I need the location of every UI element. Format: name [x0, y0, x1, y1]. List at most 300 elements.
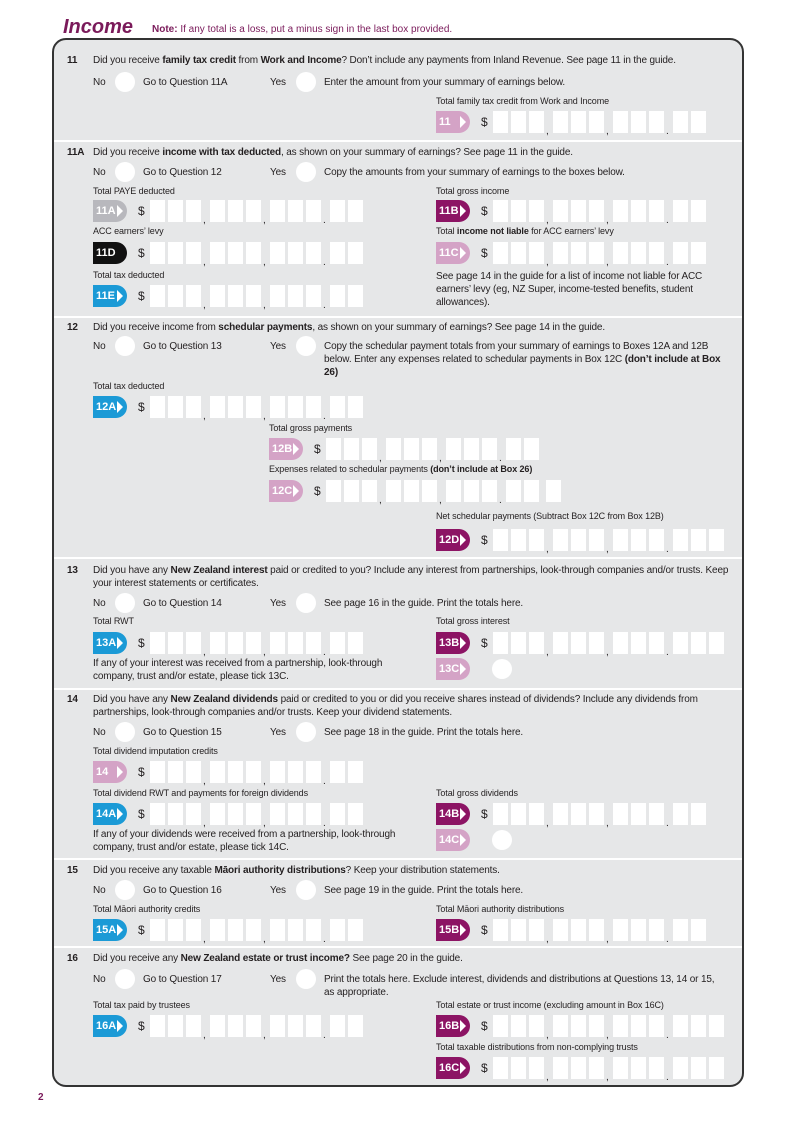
digit-box[interactable]: [288, 396, 303, 418]
text-segment: Did you receive: [93, 147, 163, 158]
digit-box[interactable]: [306, 242, 321, 264]
digit-box[interactable]: [186, 761, 201, 783]
digit-box[interactable]: [571, 1015, 586, 1037]
digit-box[interactable]: [270, 200, 285, 222]
digit-box[interactable]: [246, 200, 261, 222]
section-divider: [54, 858, 742, 860]
digit-box[interactable]: [529, 632, 544, 654]
dollar-sign: $: [138, 289, 145, 303]
question-text: [93, 54, 733, 67]
text-segment: See page 18 in the guide. Print the totals here.: [324, 727, 524, 738]
digit-box[interactable]: [553, 632, 568, 654]
text-segment: Total dividend imputation credits: [93, 746, 218, 756]
digit-box[interactable]: [186, 396, 201, 418]
digit-box[interactable]: [330, 803, 345, 825]
field-label: [93, 999, 423, 1011]
decimal-point: .: [666, 647, 669, 658]
digit-box[interactable]: [326, 438, 341, 460]
no-radio-q11[interactable]: [115, 72, 135, 92]
digit-box[interactable]: [150, 761, 165, 783]
digit-box[interactable]: [168, 396, 183, 418]
arrow-icon: [117, 637, 123, 649]
acc-note: [436, 270, 716, 309]
digit-box[interactable]: [649, 242, 664, 264]
digit-box[interactable]: [288, 200, 303, 222]
digit-box[interactable]: [270, 761, 285, 783]
digit-box[interactable]: [330, 761, 345, 783]
digit-box[interactable]: [306, 285, 321, 307]
digit-box[interactable]: [306, 803, 321, 825]
digit-box[interactable]: [150, 632, 165, 654]
digit-box[interactable]: [631, 111, 646, 133]
digit-box[interactable]: [288, 803, 303, 825]
digit-box[interactable]: [529, 529, 544, 551]
digit-box[interactable]: [613, 111, 628, 133]
digit-box[interactable]: [150, 285, 165, 307]
digit-box[interactable]: [691, 803, 706, 825]
digit-box[interactable]: [673, 919, 688, 941]
digit-box[interactable]: [511, 111, 526, 133]
digit-box[interactable]: [589, 242, 604, 264]
box-number: 12D: [439, 534, 460, 546]
digit-box[interactable]: [288, 632, 303, 654]
digit-box[interactable]: [589, 529, 604, 551]
digit-box[interactable]: [348, 242, 363, 264]
digit-box[interactable]: [288, 285, 303, 307]
digit-box[interactable]: [571, 242, 586, 264]
digit-box[interactable]: [631, 242, 646, 264]
digit-box[interactable]: [186, 803, 201, 825]
digit-box[interactable]: [330, 1015, 345, 1037]
digit-box[interactable]: [168, 285, 183, 307]
digit-box[interactable]: [589, 1057, 604, 1079]
digit-box[interactable]: [649, 919, 664, 941]
digit-box[interactable]: [571, 529, 586, 551]
digit-box[interactable]: [228, 285, 243, 307]
digit-box[interactable]: [348, 1015, 363, 1037]
digit-box[interactable]: [228, 803, 243, 825]
digit-box[interactable]: [168, 761, 183, 783]
digit-box[interactable]: [691, 919, 706, 941]
digit-box[interactable]: [709, 632, 724, 654]
note-label: Note:: [152, 24, 178, 35]
yes-action-text: [324, 884, 724, 897]
digit-box[interactable]: [210, 200, 225, 222]
digit-box[interactable]: [270, 285, 285, 307]
text-segment: Total PAYE deducted: [93, 186, 175, 196]
field-label: [436, 185, 744, 197]
digit-box[interactable]: [270, 396, 285, 418]
digit-box[interactable]: [270, 1015, 285, 1037]
digit-box[interactable]: [691, 1057, 706, 1079]
text-segment: Total family tax credit from Work and Income: [436, 96, 609, 106]
digit-box[interactable]: [362, 480, 377, 502]
digit-box[interactable]: [553, 111, 568, 133]
digit-box[interactable]: [493, 1057, 508, 1079]
digit-box[interactable]: [306, 396, 321, 418]
digit-box[interactable]: [186, 200, 201, 222]
digit-box[interactable]: [511, 242, 526, 264]
digit-box[interactable]: [446, 480, 461, 502]
digit-box[interactable]: [228, 200, 243, 222]
question-text: [93, 321, 733, 334]
digit-box[interactable]: [150, 200, 165, 222]
dollar-sign: $: [138, 204, 145, 218]
digit-box[interactable]: [246, 1015, 261, 1037]
box-number: 13A: [96, 637, 117, 649]
digit-box[interactable]: [348, 396, 363, 418]
digit-box[interactable]: [613, 200, 628, 222]
digit-box[interactable]: [493, 200, 508, 222]
thousands-comma: ,: [439, 453, 442, 464]
digit-box[interactable]: [288, 242, 303, 264]
yes-label: Yes: [270, 167, 286, 178]
digit-box[interactable]: [186, 919, 201, 941]
digit-box[interactable]: [571, 919, 586, 941]
dollar-sign: $: [481, 533, 488, 547]
digit-box[interactable]: [691, 529, 706, 551]
digit-box[interactable]: [288, 761, 303, 783]
digit-box[interactable]: [270, 632, 285, 654]
digit-box[interactable]: [386, 480, 401, 502]
digit-box[interactable]: [649, 200, 664, 222]
digit-box[interactable]: [330, 242, 345, 264]
box-number: 15A: [96, 924, 117, 936]
digit-box[interactable]: [613, 632, 628, 654]
digit-box[interactable]: [613, 919, 628, 941]
arrow-icon: [460, 1020, 466, 1032]
no-radio-q12[interactable]: [115, 336, 135, 356]
no-radio-q16[interactable]: [115, 969, 135, 989]
digit-box[interactable]: [691, 242, 706, 264]
digit-box[interactable]: [649, 1015, 664, 1037]
digit-box[interactable]: [511, 803, 526, 825]
decimal-point: .: [323, 934, 326, 945]
digit-box[interactable]: [306, 200, 321, 222]
digit-box[interactable]: [348, 919, 363, 941]
digit-box[interactable]: [404, 438, 419, 460]
digit-box[interactable]: [246, 632, 261, 654]
digit-box[interactable]: [168, 632, 183, 654]
digit-box[interactable]: [524, 438, 539, 460]
field-label: [436, 510, 744, 522]
digit-box[interactable]: [288, 919, 303, 941]
sign-box[interactable]: [546, 480, 561, 502]
digit-box[interactable]: [524, 480, 539, 502]
arrow-icon: [117, 924, 123, 936]
digit-box[interactable]: [589, 919, 604, 941]
digit-box[interactable]: [631, 200, 646, 222]
digit-box[interactable]: [649, 1057, 664, 1079]
digit-box[interactable]: [330, 919, 345, 941]
digit-box[interactable]: [228, 761, 243, 783]
digit-box[interactable]: [493, 1015, 508, 1037]
digit-box[interactable]: [613, 242, 628, 264]
digit-box[interactable]: [511, 1057, 526, 1079]
digit-box[interactable]: [631, 1057, 646, 1079]
digit-box[interactable]: [709, 1015, 724, 1037]
yes-radio-q11[interactable]: [296, 72, 316, 92]
thousands-comma: ,: [203, 215, 206, 226]
thousands-comma: ,: [546, 126, 549, 137]
digit-box[interactable]: [210, 803, 225, 825]
digit-box[interactable]: [553, 919, 568, 941]
digit-box[interactable]: [386, 438, 401, 460]
yes-label: Yes: [270, 341, 286, 352]
digit-box[interactable]: [348, 761, 363, 783]
digit-box[interactable]: [306, 632, 321, 654]
digit-box[interactable]: [422, 438, 437, 460]
box-number: 16C: [439, 1062, 460, 1074]
digit-box[interactable]: [186, 1015, 201, 1037]
field-label: [269, 463, 599, 475]
digit-box[interactable]: [348, 632, 363, 654]
digit-box[interactable]: [306, 761, 321, 783]
thousands-comma: ,: [203, 776, 206, 787]
arrow-icon: [460, 116, 466, 128]
digit-box[interactable]: [613, 803, 628, 825]
digit-box[interactable]: [210, 396, 225, 418]
digit-box[interactable]: [691, 200, 706, 222]
digit-box[interactable]: [326, 480, 341, 502]
digit-box[interactable]: [553, 803, 568, 825]
digit-box[interactable]: [553, 1057, 568, 1079]
box-number: 13C: [439, 663, 460, 675]
field-label: [436, 999, 744, 1011]
thousands-comma: ,: [203, 300, 206, 311]
digit-box[interactable]: [691, 111, 706, 133]
digit-box[interactable]: [228, 1015, 243, 1037]
digit-box[interactable]: [348, 200, 363, 222]
digit-box[interactable]: [649, 111, 664, 133]
no-radio-q14[interactable]: [115, 722, 135, 742]
yes-action-text: [324, 973, 724, 999]
digit-box[interactable]: [613, 1057, 628, 1079]
digit-box[interactable]: [246, 761, 261, 783]
digit-box[interactable]: [493, 111, 508, 133]
digit-box[interactable]: [673, 1015, 688, 1037]
digit-box[interactable]: [270, 919, 285, 941]
tick-circle-f13c[interactable]: [492, 659, 512, 679]
digit-box[interactable]: [150, 396, 165, 418]
digit-box[interactable]: [210, 1015, 225, 1037]
yes-radio-q14[interactable]: [296, 722, 316, 742]
digit-box[interactable]: [529, 803, 544, 825]
no-radio-q13[interactable]: [115, 593, 135, 613]
digit-box[interactable]: [673, 529, 688, 551]
yes-radio-q15[interactable]: [296, 880, 316, 900]
yes-radio-q16[interactable]: [296, 969, 316, 989]
digit-box[interactable]: [288, 1015, 303, 1037]
digit-box[interactable]: [589, 111, 604, 133]
box-number: 12B: [272, 443, 293, 455]
digit-box[interactable]: [150, 242, 165, 264]
tick-circle-f14c[interactable]: [492, 830, 512, 850]
digit-box[interactable]: [691, 1015, 706, 1037]
box-label-f15b: [436, 919, 470, 941]
text-segment: Total gross payments: [269, 423, 353, 433]
digit-box[interactable]: [270, 803, 285, 825]
yes-radio-q12[interactable]: [296, 336, 316, 356]
digit-box[interactable]: [709, 529, 724, 551]
field-label: [93, 269, 423, 281]
digit-box[interactable]: [330, 632, 345, 654]
digit-box[interactable]: [246, 803, 261, 825]
no-action-text: Go to Question 13: [143, 341, 222, 352]
bold-text-segment: New Zealand dividends: [170, 694, 278, 705]
digit-box[interactable]: [649, 632, 664, 654]
digit-box[interactable]: [506, 438, 521, 460]
digit-box[interactable]: [464, 480, 479, 502]
digit-box[interactable]: [511, 529, 526, 551]
digit-box[interactable]: [631, 632, 646, 654]
digit-box[interactable]: [446, 438, 461, 460]
digit-box[interactable]: [493, 242, 508, 264]
digit-box[interactable]: [553, 200, 568, 222]
digit-box[interactable]: [168, 242, 183, 264]
digit-box[interactable]: [464, 438, 479, 460]
digit-box[interactable]: [631, 529, 646, 551]
digit-box[interactable]: [571, 1057, 586, 1079]
digit-box[interactable]: [511, 200, 526, 222]
digit-box[interactable]: [210, 285, 225, 307]
digit-box[interactable]: [649, 803, 664, 825]
thousands-comma: ,: [203, 934, 206, 945]
digit-box[interactable]: [246, 242, 261, 264]
digit-box[interactable]: [631, 919, 646, 941]
digit-box[interactable]: [493, 919, 508, 941]
digit-box[interactable]: [589, 803, 604, 825]
digit-box[interactable]: [673, 200, 688, 222]
digit-box[interactable]: [150, 803, 165, 825]
no-radio-q11a[interactable]: [115, 162, 135, 182]
digit-box[interactable]: [228, 396, 243, 418]
digit-box[interactable]: [571, 200, 586, 222]
digit-box[interactable]: [673, 111, 688, 133]
digit-box[interactable]: [362, 438, 377, 460]
bold-text-segment: (don’t include at Box 26): [324, 354, 721, 378]
digit-box[interactable]: [482, 480, 497, 502]
digit-box[interactable]: [613, 1015, 628, 1037]
digit-box[interactable]: [529, 242, 544, 264]
digit-box[interactable]: [348, 803, 363, 825]
digit-box[interactable]: [589, 632, 604, 654]
yes-radio-q11a[interactable]: [296, 162, 316, 182]
digit-box[interactable]: [186, 632, 201, 654]
digit-box[interactable]: [228, 919, 243, 941]
box-number: 11A: [96, 205, 116, 217]
digit-box[interactable]: [673, 1057, 688, 1079]
digit-box[interactable]: [210, 242, 225, 264]
bold-text-segment: New Zealand interest: [170, 565, 268, 576]
digit-box[interactable]: [709, 1057, 724, 1079]
digit-box[interactable]: [210, 761, 225, 783]
digit-box[interactable]: [511, 632, 526, 654]
digit-box[interactable]: [228, 632, 243, 654]
digit-box[interactable]: [649, 529, 664, 551]
digit-box[interactable]: [404, 480, 419, 502]
digit-box[interactable]: [210, 919, 225, 941]
note-text: If any total is a loss, put a minus sign in the last box provided.: [177, 24, 453, 35]
digit-box[interactable]: [613, 529, 628, 551]
digit-box[interactable]: [348, 285, 363, 307]
digit-box[interactable]: [228, 242, 243, 264]
digit-box[interactable]: [553, 1015, 568, 1037]
digit-box[interactable]: [529, 111, 544, 133]
digit-box[interactable]: [589, 200, 604, 222]
bold-text-segment: income not liable: [456, 226, 529, 236]
no-radio-q15[interactable]: [115, 880, 135, 900]
digit-box[interactable]: [422, 480, 437, 502]
thousands-comma: ,: [606, 934, 609, 945]
digit-box[interactable]: [529, 919, 544, 941]
digit-box[interactable]: [330, 200, 345, 222]
text-segment: Did you receive income from: [93, 322, 219, 333]
digit-box[interactable]: [631, 1015, 646, 1037]
digit-box[interactable]: [631, 803, 646, 825]
digit-box[interactable]: [493, 529, 508, 551]
digit-box[interactable]: [553, 242, 568, 264]
decimal-point: .: [323, 1030, 326, 1041]
dollar-sign: $: [138, 923, 145, 937]
digit-box[interactable]: [150, 1015, 165, 1037]
digit-box[interactable]: [493, 632, 508, 654]
thousands-comma: ,: [606, 544, 609, 555]
digit-box[interactable]: [529, 200, 544, 222]
digit-box[interactable]: [246, 919, 261, 941]
digit-box[interactable]: [150, 919, 165, 941]
digit-box[interactable]: [571, 632, 586, 654]
digit-box[interactable]: [168, 200, 183, 222]
digit-box[interactable]: [330, 285, 345, 307]
digit-box[interactable]: [691, 632, 706, 654]
digit-box[interactable]: [270, 242, 285, 264]
digit-box[interactable]: [246, 396, 261, 418]
digit-box[interactable]: [589, 1015, 604, 1037]
digit-box[interactable]: [511, 1015, 526, 1037]
digit-box[interactable]: [482, 438, 497, 460]
digit-box[interactable]: [511, 919, 526, 941]
digit-box[interactable]: [529, 1057, 544, 1079]
digit-box[interactable]: [506, 480, 521, 502]
digit-box[interactable]: [344, 480, 359, 502]
digit-box[interactable]: [168, 1015, 183, 1037]
box-number: 14B: [439, 808, 460, 820]
dollar-sign: $: [481, 923, 488, 937]
digit-box[interactable]: [571, 111, 586, 133]
digit-box[interactable]: [168, 803, 183, 825]
digit-box[interactable]: [306, 919, 321, 941]
question-text: [93, 564, 733, 590]
digit-box[interactable]: [553, 529, 568, 551]
digit-box[interactable]: [168, 919, 183, 941]
digit-box[interactable]: [529, 1015, 544, 1037]
digit-box[interactable]: [344, 438, 359, 460]
digit-box[interactable]: [673, 632, 688, 654]
digit-box[interactable]: [673, 242, 688, 264]
digit-box[interactable]: [246, 285, 261, 307]
digit-box[interactable]: [673, 803, 688, 825]
digit-box[interactable]: [330, 396, 345, 418]
digit-box[interactable]: [571, 803, 586, 825]
question-number: 13: [67, 565, 78, 576]
digit-box[interactable]: [210, 632, 225, 654]
digit-box[interactable]: [493, 803, 508, 825]
digit-box[interactable]: [186, 242, 201, 264]
digit-box[interactable]: [186, 285, 201, 307]
digit-box[interactable]: [306, 1015, 321, 1037]
yes-radio-q13[interactable]: [296, 593, 316, 613]
